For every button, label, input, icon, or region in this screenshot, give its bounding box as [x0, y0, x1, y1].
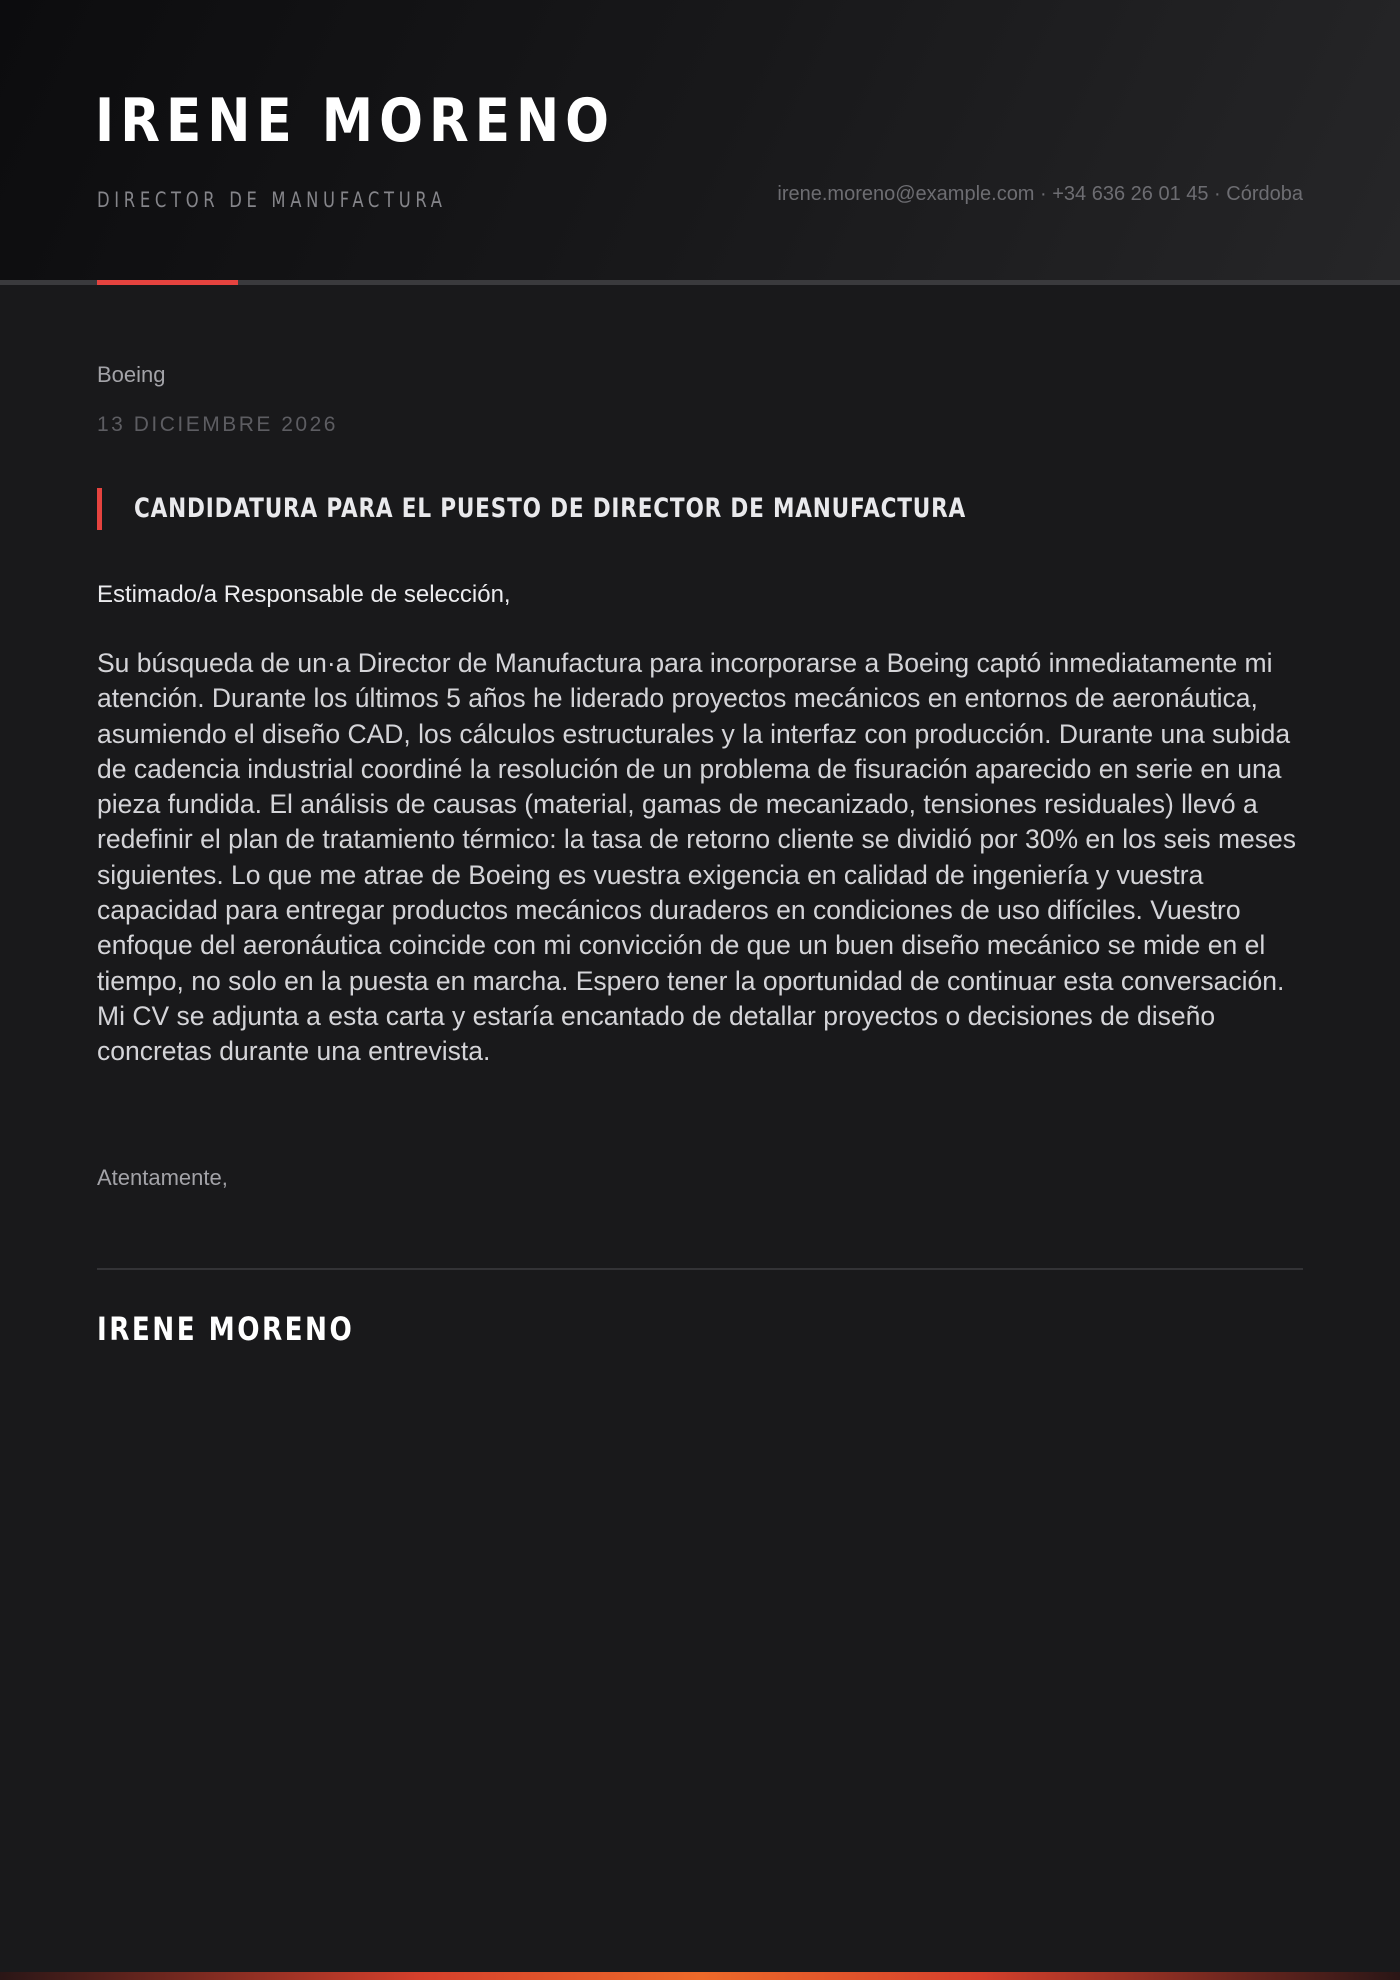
subject-accent-bar — [97, 488, 102, 530]
letter-date: 13 DICIEMBRE 2026 — [97, 413, 338, 436]
sender-name: IRENE MORENO — [95, 86, 616, 156]
signature-name: IRENE MORENO — [97, 1310, 355, 1348]
letter-closing: Atentamente, — [97, 1165, 228, 1190]
header-accent-bar — [97, 280, 238, 285]
letter-body: Su búsqueda de un·a Director de Manufactura para incorporarse a Boeing captó inmediatamente mi atención. Durante los últimos 5 años he liderado proyectos mecánicos en entornos de aeronáutica, asumiendo el diseño CAD, los cálculos estructurales y la interfaz con producción. Durante una subida de cadencia industrial coordiné la resolución de un problema de fisuración aparecido en serie en una pieza fundida. El análisis de causas (material, gamas de mecanizado, tensiones residuales) llevó a redefinir el plan de tratamiento térmico: la tasa de retorno cliente se dividió por 30% en los seis meses siguientes. Lo que me atrae de Boeing es vuestra exigencia en calidad de ingeniería y vuestra capacidad para entregar productos mecánicos duraderos en condiciones de uso difíciles. Vuestro enfoque del aeronáutica coincide con mi convicción de que un buen diseño mecánico se mide en el tiempo, no solo en la puesta en marcha. Espero tener la oportunidad de continuar esta conversación. Mi CV se adjunta a esta carta y estaría encantado de detallar proyectos o decisiones de diseño concretas durante una entrevista. — [97, 648, 1297, 1067]
recipient-company: Boeing — [97, 362, 166, 387]
footer-accent-bar — [0, 1972, 1400, 1980]
signature-divider — [97, 1268, 1303, 1270]
letter-subject: CANDIDATURA PARA EL PUESTO DE DIRECTOR DE MANUFACTURA — [134, 493, 967, 524]
sender-role: DIRECTOR DE MANUFACTURA — [97, 188, 447, 212]
sender-contact: irene.moreno@example.com · +34 636 26 01 45 · Córdoba — [777, 183, 1303, 205]
letter-greeting: Estimado/a Responsable de selección, — [97, 581, 511, 608]
